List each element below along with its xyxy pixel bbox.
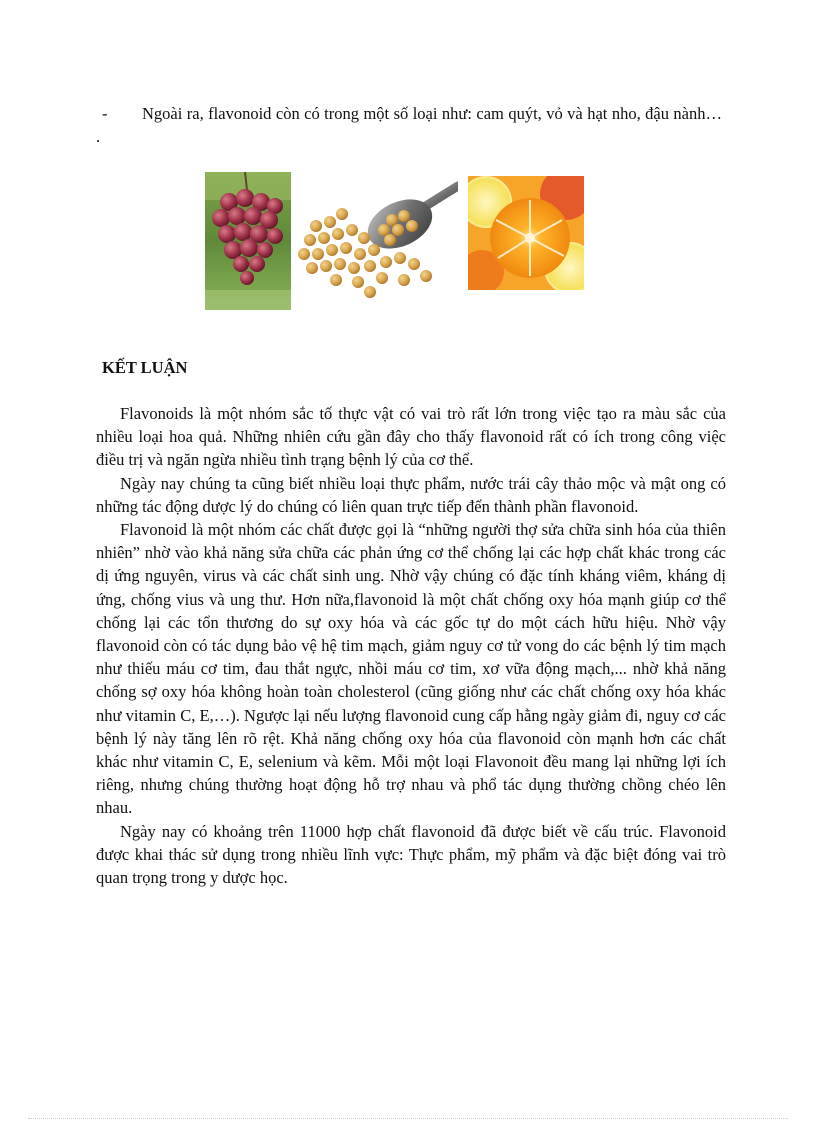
bullet-text: Ngoài ra, flavonoid còn có trong một số loại như: cam quýt, vỏ và hạt nho, đậu nành… .	[96, 104, 722, 147]
bullet-marker: -	[102, 104, 108, 123]
paragraph-1: Flavonoids là một nhóm sắc tố thực vật có vai trò rất lớn trong việc tạo ra màu sắc của nhiều loại hoa quả. Những nhiên cứu gần đây cho thấy flavonoid rất có ích trong công việc điều trị và ngăn ngừa nhiều tình trạng bệnh lý của cơ thể.	[96, 404, 726, 470]
fruit-images-row	[0, 172, 816, 312]
soybean-photo	[296, 176, 458, 302]
page-bottom-divider	[28, 1118, 788, 1119]
soybean-image	[296, 176, 458, 302]
citrus-photo	[468, 176, 584, 290]
section-heading: KẾT LUẬN	[102, 358, 188, 377]
paragraph-2: Ngày nay chúng ta cũng biết nhiều loại thực phẩm, nước trái cây thảo mộc và mật ong có những tác động dược lý do chúng có liên quan trực tiếp đến thành phần flavonoid.	[96, 473, 726, 516]
conclusion-body	[96, 402, 726, 889]
citrus-image	[468, 176, 584, 290]
paragraph-4: Ngày nay có khoảng trên 11000 hợp chất flavonoid đã được biết về cấu trúc. Flavonoid được khai thác sử dụng trong nhiều lĩnh vực: Thực phẩm, mỹ phẩm và đặc biệt đóng vai trò quan trọng trong y dược học.	[96, 821, 726, 888]
bullet-paragraph	[96, 102, 722, 148]
paragraph-3: Flavonoid là một nhóm các chất được gọi là “những người thợ sửa chữa sinh hóa của thiên nhiên” nhờ vào khả năng sửa chữa các phản ứng cơ thể chống lại các hợp chất khác trong các dị ứng nguyên, virus và các chất sinh ung. Nhờ vậy chúng có đặc tính kháng viêm, kháng dị ứng, chống vius và ung thư. Hơn nữa,flavonoid là một chất chống oxy hóa mạnh giúp cơ thể chống lại các tổn thương do sự oxy hóa và các gốc tự do một cách hữu hiệu. Nhờ vậy flavonoid còn có tác dụng bảo vệ hệ tim mạch, giảm nguy cơ tử vong do các bệnh lý tim mạch như thiếu máu cơ tim, đau thắt ngực, nhồi máu cơ tim, xơ vữa động mạch,... nhờ khả năng chống sợ oxy hóa không hoàn toàn cholesterol (cũng giống như các chất chống oxy hóa khác như vitamin C, E,…). Ngược lại nếu lượng flavonoid cung cấp hằng ngày giảm đi, nguy cơ các bệnh lý này tăng lên rõ rệt. Khả năng chống oxy hóa của flavonoid còn mạnh hơn các chất khác như vitamin C, E, selenium và kẽm. Mỗi một loại Flavonoit đều mang lại những lợi ích riêng, nhưng chúng thường hoạt động hỗ trợ nhau và phổ tác dụng thường chồng chéo lên nhau.	[96, 520, 726, 818]
grape-image	[205, 172, 291, 310]
grape-photo	[205, 172, 291, 310]
